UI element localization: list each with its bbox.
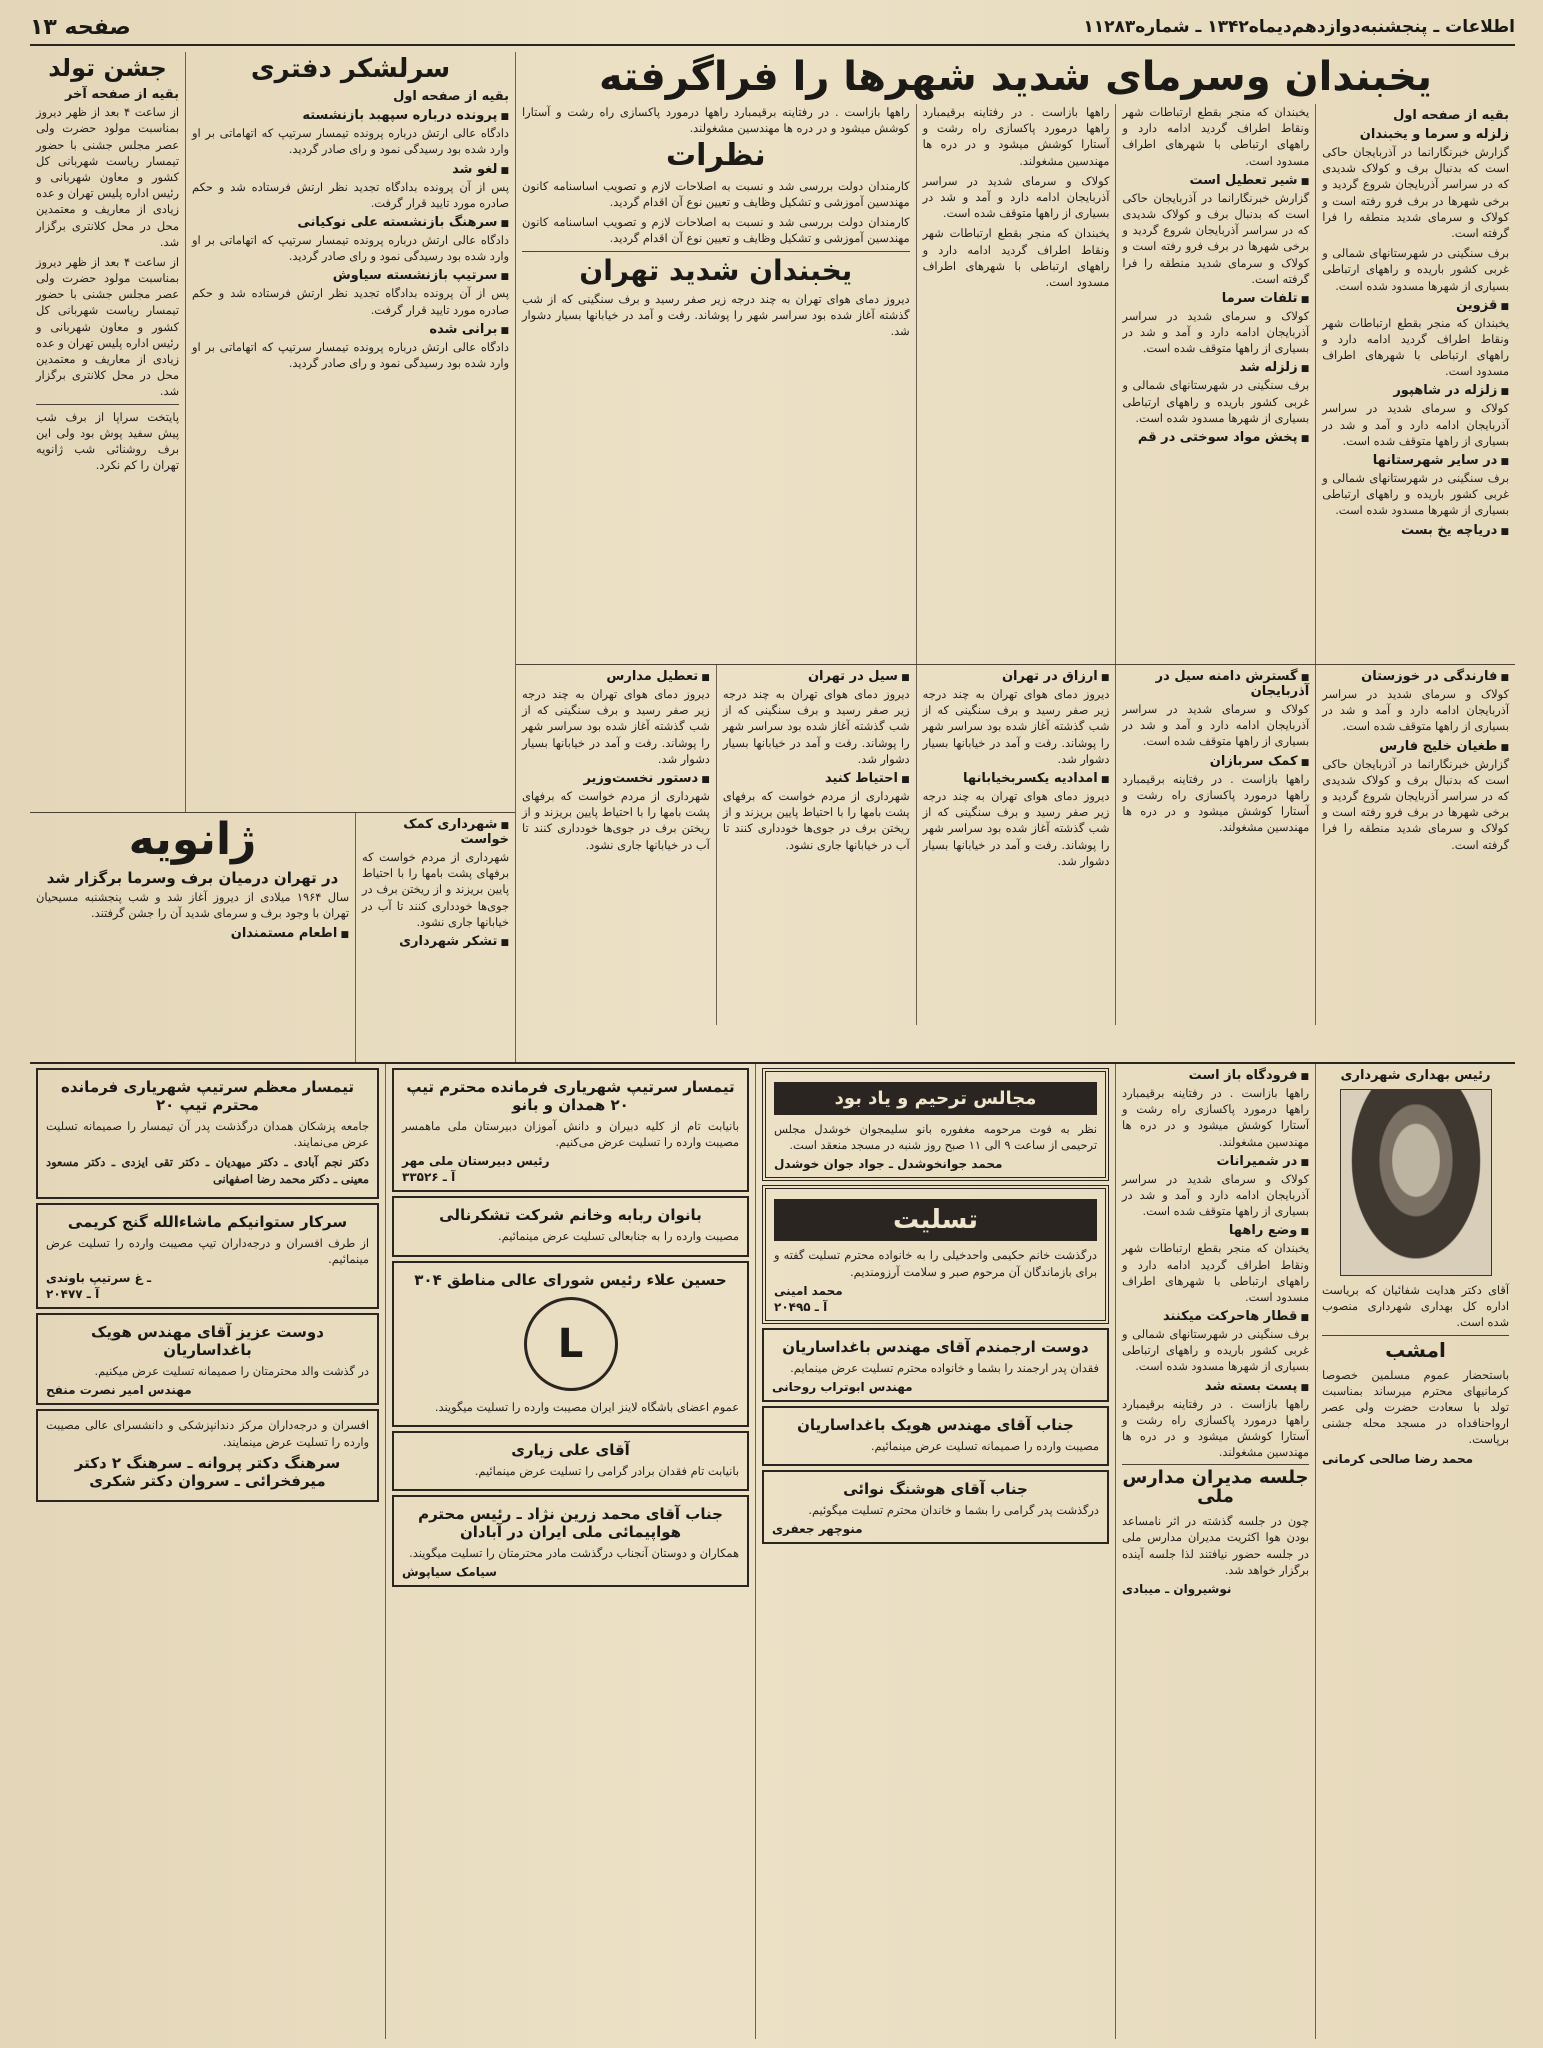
ad-1: [36, 1068, 379, 1199]
tehran-sub-6: ■ امدادیه ‌یکسربخیابانها: [923, 771, 1110, 786]
tehran-sub-1: ■ ارزاق در تهران: [923, 669, 1110, 684]
memorial-box: [762, 1068, 1109, 1181]
municipal-sub-1: ■ شهرداری کمک خواست: [362, 817, 509, 847]
tehran-text-a2: دیروز دمای هوای تهران به چند درجه زیر صفر رسید و برف سنگینی که از شب گذشته آغاز شده بود سراسر شهر را پوشاند. رفت و آمد در خیابانها بسیار دشوار شد.: [922, 788, 1110, 868]
tonight-title: امشب: [1385, 1337, 1446, 1362]
ad-9-text: همکاران و دوستان آنجناب درگذشت مادر محترمتان را تسلیت میگویند.: [409, 1545, 739, 1560]
lead-col-1-lower: [1315, 665, 1515, 1025]
lead-col3-sub-1: ■ کمک سربازان: [1122, 754, 1309, 769]
masthead: [30, 10, 1515, 46]
ad-9-title: جناب آقای محمد زرین نژاد ـ رئیس محترم هواپیمائی ملی ایران در آبادان: [418, 1504, 723, 1541]
tehran-sub-3: ■ احتیاط کنید: [723, 771, 910, 786]
lead-sub-7: ■ طغیان خلیج فارس: [1322, 739, 1509, 754]
memorial-banner: مجالس ترحیم و یاد بود: [774, 1082, 1097, 1115]
birthday-text-b: از ساعت ۴ بعد از ظهر دیروز بمناسبت مولود حضرت ولی عصر مجلس جشنی با حضور تیمسار ریاست شهربانی کل کشور و معاون شهربانی و رئیس اداره پلیس تهران و عده زیادی از معاریف و معتمدین محل در محل کلانتری برگزار شد.: [36, 254, 179, 399]
tehran-text-b: دیروز دمای هوای تهران به چند درجه زیر صفر رسید و برف سنگینی که از شب گذشته آغاز شده بود سراسر شهر را پوشاند. رفت و آمد در خیابانها بسیار دشوار شد.: [722, 687, 910, 766]
lead-sub-1: زلزله و سرما و یخبندان: [1359, 127, 1509, 142]
ad-7: [36, 1409, 379, 1501]
ad-8-title: آقای علی زیاری: [511, 1440, 630, 1459]
ad-2: [392, 1068, 749, 1192]
lead-col3-sub-3: ■ در شمیرانات: [1122, 1154, 1309, 1169]
ad-9: [392, 1495, 749, 1587]
phone-1: آ ـ ۳۳۵۲۶: [402, 1170, 456, 1185]
school-title: جلسه مدیران مدارس ملی: [1122, 1467, 1309, 1508]
tehran-title: یخبندان شدید تهران: [579, 253, 853, 287]
lead-col2-text: یخبندان که منجر بقطع ارتباطات شهر ونقاط اطراف گردید ادامه دارد و راههای ارتباطی با شهرهای اطراف مسدود است.: [1122, 105, 1310, 168]
ad-1-text: جامعه پزشکان همدان درگذشت پدر آن تیمسار را صمیمانه تسلیت عرض می‌نمایند.: [46, 1119, 369, 1150]
tehran-col-b: [716, 665, 916, 1025]
lions-emblem-icon: L: [524, 1297, 618, 1391]
ad-4: [392, 1261, 749, 1427]
lead-col-2: [1115, 104, 1315, 664]
lead-col2-lower-text-b: راهها بازاست . در رفتاینه برقیمبارد راهها درمورد پاکسازی راه رشت و آستارا کوشش میشود و در دره ها مهندسین مشغولند.: [1122, 771, 1310, 835]
military-sub-4: ■ سرتیپ بازنشسته سیاوش: [192, 268, 509, 283]
municipal-text-a: شهرداری از مردم خواست که برفهای پشت بامها را با احتیاط پایین بریزند و از ریختن برف در جوی‌ها خودداری کنند تا آب در خیابانها جاری نشود.: [362, 850, 509, 929]
birthday-title: جشن تولد: [48, 54, 167, 82]
ad-10-sign: مهندس ابوتراب روحانی: [772, 1379, 913, 1394]
lead-cont-text-a: راهها بازاست . در رفتاینه برقیمبارد راهها درمورد پاکسازی راه رشت و آستارا کوشش میشود و در دره ها مهندسین مشغولند.: [1122, 1086, 1309, 1149]
tehran-sub-2: ■ سیل در تهران: [723, 669, 910, 684]
birthday-note: پایتخت سراپا از برف شب پیش سفید پوش بود ولی این برف روشنائی شب ژانویه تهران را کم نکرد.: [36, 409, 179, 473]
top-section: [30, 52, 1515, 1062]
ad-1-names: دکتر نجم آبادی ـ دکتر میهدیان ـ دکتر تقی ایزدی ـ دکتر مسعود معینی ـ دکتر محمد رضا اصفهانی: [46, 1155, 369, 1186]
ad-11-text: مصیبت وارده را صمیمانه تسلیت عرض مینمائیم.: [870, 1438, 1099, 1453]
military-story: [185, 52, 515, 812]
nazarat-column: [516, 104, 916, 664]
ad-3: [392, 1196, 749, 1256]
nazarat-text-b: کارمندان دولت بررسی شد و نسبت به اصلاحات لازم و تصویب اساسنامه کانون مهندسین آموزشی و تشکیل وظایف و تعیین نوع آن اقدام گردید.: [522, 215, 910, 246]
military-title: سرلشکر دفتری: [250, 54, 451, 84]
military-continued: بقیه از صفحه اول: [393, 89, 509, 105]
lead-sub-5: ■ دریاچه یخ بست: [1322, 523, 1509, 538]
tehran-sub-4: ■ تعطیل مدارس: [522, 669, 710, 684]
lead-sub-2: ■ قزوین: [1322, 298, 1509, 313]
ad-12-title: جناب آقای هوشنگ نوائی: [843, 1480, 1028, 1499]
ad-2-text: بانیابت تام از کلیه دبیران و دانش آموزان دبیرستان ملی ماهمسر مصیبت وارده را تسلیت عرض می‌کنیم.: [402, 1119, 739, 1150]
tehran-col-a: [916, 665, 1116, 1025]
ad-11: [762, 1406, 1109, 1466]
condolence-text: درگذشت خانم حکیمی واحدخیلی را به خانواده محترم تسلیت گفته و برای بازماندگان آن مرحوم صبر و سلامت آرزومندیم.: [774, 1248, 1097, 1279]
birthday-text: از ساعت ۴ بعد از ظهر دیروز بمناسبت مولود حضرت ولی عصر مجلس جشنی با حضور تیمسار ریاست شهربانی کل کشور و معاون شهربانی و رئیس اداره پلیس تهران و عده زیادی از معاریف و معتمدین محل در محل کلانتری برگزار شد.: [36, 105, 179, 249]
lead-col2-sub-1: ■ شیر تعطیل است: [1122, 173, 1309, 188]
lead-cont-text-d: برف سنگینی در شهرستانهای شمالی و غربی کشور باریده و راههای ارتباطی بسیاری از شهرها مسدود شده است.: [1122, 1327, 1309, 1374]
january-subtitle: در تهران درمیان برف وسرما برگزار شد: [46, 869, 339, 888]
lead-sub-6: ■ فارندگی در خوزستان: [1322, 669, 1509, 684]
tehran-text-a: دیروز دمای هوای تهران به چند درجه زیر صفر رسید و برف سنگینی که از شب گذشته آغاز شده بود سراسر شهر را پوشاند. رفت و آمد در خیابانها بسیار دشوار شد.: [922, 687, 1110, 766]
lead-cont-text-c: یخبندان که منجر بقطع ارتباطات شهر ونقاط اطراف گردید ادامه دارد و راههای ارتباطی با شهرهای اطراف مسدود است.: [1122, 1241, 1309, 1304]
lead-col-1: [1315, 104, 1515, 664]
lead-area: [515, 52, 1515, 1062]
bottom-section: [30, 1062, 1515, 2039]
condolence-banner: تسلیت: [774, 1199, 1097, 1241]
tehran-col-c: [516, 665, 716, 1025]
ad-6: [36, 1313, 379, 1405]
tehran-text: دیروز دمای هوای تهران به چند درجه زیر صفر رسید و برف سنگینی که از شب گذشته آغاز شده بود سراسر شهر را پوشاند. رفت و آمد در خیابانها بسیار دشوار شد.: [522, 292, 910, 339]
ad-5-title: سرکار ستوانیکم ماشاءالله گنج کریمی: [67, 1212, 348, 1231]
ad-4-text: عموم اعضای باشگاه لاینز ایران مصیبت وارده را تسلیت میگویند.: [434, 1399, 739, 1414]
lead-col2-lower-text: کولاک و سرمای شدید در سراسر آذربایجان ادامه دارد و آمد و شد در بسیاری از راهها متوقف شده است.: [1122, 702, 1310, 749]
ad-11-title: جناب آقای مهندس هویک باغداساریان: [797, 1415, 1074, 1434]
ad-12-sign: منوچهر جعفری: [772, 1522, 863, 1537]
lead-col3-text-b: کولاک و سرمای شدید در سراسر آذربایجان ادامه دارد و آمد و شد در بسیاری از راهها متوقف شده است.: [922, 173, 1110, 221]
january-text: سال ۱۹۶۴ میلادی از دیروز آغاز شد و شب پنجشنبه مسیحیان تهران با وجود برف و سرمای شدید آن را جشن گرفتند.: [36, 890, 349, 921]
municipal-sub-2: ■ تشکر شهرداری: [362, 934, 509, 949]
nazarat-text: کارمندان دولت بررسی شد و نسبت به اصلاحات لازم و تصویب اساسنامه کانون مهندسین آموزشی و تشکیل وظایف و تعیین نوع آن اقدام گردید.: [522, 178, 910, 210]
ad-8-text: بانیابت تام فقدان برادر گرامی را تسلیت عرض مینمائیم.: [474, 1463, 739, 1478]
lead-continuation-column: [1115, 1064, 1315, 2039]
municipal-col-a: [355, 813, 515, 1062]
tehran-text-c2: شهرداری از مردم خواست که برفهای پشت بامها را با احتیاط پایین بریزند و از ریختن برف در جوی‌ها خودداری کنند تا آب در خیابانها جاری نشود.: [522, 788, 710, 852]
ad-6-sign: مهندس امیر نصرت منفح: [46, 1383, 192, 1398]
lead-text-3: کولاک و سرمای شدید در سراسر آذربایجان ادامه دارد و آمد و شد در بسیاری از راهها متوقف شده است.: [1322, 401, 1509, 448]
ad-2-sign: رئیس دبیرستان ملی مهر: [402, 1154, 550, 1169]
lead-col2-sub-2: ■ تلفات سرما: [1122, 291, 1309, 306]
lead-col3-text: راهها بازاست . در رفتاینه برقیمبارد راهها درمورد پاکسازی راه رشت و آستارا کوشش میشود و در دره ها مهندسین مشغولند.: [922, 105, 1110, 168]
ad-10: [762, 1328, 1109, 1402]
ad-12: [762, 1470, 1109, 1544]
military-text-5: دادگاه عالی ارتش درباره پرونده تیمسار سرتیپ که اتهاماتی بر او وارد شده بود رسیدگی نمود و رای صادر گردید.: [192, 339, 509, 370]
military-sub-2: ■ لغو شد: [192, 162, 509, 177]
nazarat-title: نظرات: [666, 138, 766, 174]
ads-column-2: [385, 1064, 755, 2039]
lead-text-2: یخبندان که منجر بقطع ارتباطات شهر ونقاط اطراف گردید ادامه دارد و راههای ارتباطی با شهرهای اطراف مسدود است.: [1322, 315, 1509, 379]
tonight-text: باستحضار عموم مسلمین خصوصا کرمانیهای محترم میرساند بمناسبت تولد با سعادت حضرت ولی عصر ارواحنافداه در مسجد محله جشنی برپاست.: [1322, 1367, 1509, 1447]
military-text-2: پس از آن پرونده بدادگاه تجدید نظر ارتش فرستاده شد و حکم صادره مورد تایید قرار گرفت.: [192, 179, 509, 210]
ad-3-text: مصیبت وارده را به جنابعالی تسلیت عرض مینمائیم.: [498, 1229, 739, 1244]
school-sign: نوشیروان ـ میبادی: [1122, 1581, 1232, 1596]
school-text: چون در جلسه گذشته در اثر نامساعد بودن هوا اکثریت مدیران مدارس ملی در جلسه حضور نیافتند لذا جلسه آینده برگزار خواهد شد.: [1122, 1514, 1309, 1577]
ad-5-sign: ـ غ سرتیپ باوندی: [46, 1271, 152, 1286]
issue-info: اطلاعات ـ پنجشنبه‌دوازدهم‌دیماه۱۳۴۲ ـ شماره۱۱۲۸۳: [1083, 17, 1515, 37]
military-text-3: دادگاه عالی ارتش درباره پرونده تیمسار سرتیپ که اتهاماتی بر او وارد شده بود رسیدگی نمود و رای صادر گردید.: [192, 233, 509, 264]
ad-2-title: تیمسار سرتیپ شهریاری فرمانده محترم تیپ ۲۰ همدان و بانو: [406, 1078, 735, 1114]
lead-col3-sub-2: ■ فرودگاه باز است: [1122, 1068, 1309, 1083]
lead-col2-text-b: گزارش خبرنگارانما در آذربایجان حاکی است که بدنبال برف و کولاک شدیدی که در سراسر آذربایجان شروع گردید و برخی شهرها در برف فرو رفته است و کولاک و سرمای شدید منطقه را فرا گرفته است.: [1122, 190, 1310, 286]
ad-4-title: حسین علاء رئیس شورای عالی مناطق ۳۰۴: [414, 1270, 727, 1289]
lead-text-4: برف سنگینی در شهرستانهای شمالی و غربی کشور باریده و راههای ارتباطی بسیاری از شهرها مسدود شده است.: [1322, 471, 1509, 518]
ad-8: [392, 1431, 749, 1491]
ad-9-sign: سیامک سیاپوش: [402, 1565, 497, 1580]
condolence-box: [762, 1185, 1109, 1323]
photo-caption: آقای دکتر هدایت شفائیان که بریاست اداره کل بهداری شهرداری منصوب شده است.: [1322, 1283, 1509, 1330]
ad-10-title: دوست ارجمندم آقای مهندس باغداساریان: [782, 1337, 1089, 1356]
lead-col-2-lower: [1115, 665, 1315, 1025]
lead-col2-text-d: برف سنگینی در شهرستانهای شمالی و غربی کشور باریده و راههای ارتباطی بسیاری از شهرها مسدود شده است.: [1122, 378, 1310, 425]
birthday-continued: بقیه از صفحه آخر: [64, 87, 179, 103]
ad-5-text: از طرف افسران و درجه‌داران تیپ مصیبت وارده را تسلیت عرض مینمائیم.: [46, 1235, 369, 1266]
memorial-text: نظر به فوت مرحومه مغفوره بانو سلیمجوان خوشدل مجلس ترحیمی از ساعت ۹ الی ۱۱ صبح روز شنبه در مسجد منعقد است.: [774, 1122, 1097, 1153]
lead-text-6: کولاک و سرمای شدید در سراسر آذربایجان ادامه دارد و آمد و شد در بسیاری از راهها متوقف شده است.: [1322, 687, 1509, 734]
january-title: ژانویه: [128, 814, 257, 865]
photo-column: [1315, 1064, 1515, 2039]
military-sub-3: ■ سرهنگ بازنشسته علی نوکیانی: [192, 215, 509, 230]
lead-cont-text-e: راهها بازاست . در رفتاینه برقیمبارد راهها درمورد پاکسازی راه رشت و آستارا کوشش میشود و در دره ها مهندسین مشغولند.: [1122, 1396, 1309, 1460]
ad-3-title: بانوان ربابه وخانم‌ شرکت تشکرنالی: [439, 1206, 702, 1225]
lead-continued: بقیه از صفحه اول: [1393, 108, 1509, 123]
ad-6-text: در گذشت والد محترمتان را صمیمانه تسلیت عرض میکنیم.: [94, 1364, 369, 1379]
lead-col3-sub-5: ■ قطار هاحرکت میکنند: [1122, 1309, 1309, 1324]
portrait-photo: [1340, 1089, 1492, 1276]
ad-7-title: سرهنگ دکتر پروانه ـ سرهنگ ۲ دکتر میرفخرائی ـ سروان دکتر شکری: [74, 1453, 341, 1490]
lead-text-1b: برف سنگینی در شهرستانهای شمالی و غربی کشور باریده و راههای ارتباطی بسیاری از شهرها مسدود شده است.: [1322, 246, 1509, 293]
lead-col2-sub-4: ■ پخش مواد سوختی در قم: [1122, 430, 1309, 445]
birthday-story: [30, 52, 185, 812]
lead-text-7: گزارش خبرنگارانما در آذربایجان حاکی است که بدنبال برف و کولاک شدیدی که در سراسر آذربایجان شروع گردید و برخی شهرها در برف فرو رفته است و کولاک و سرمای شدید منطقه را فرا گرفته است.: [1322, 756, 1509, 852]
tehran-sub-5: ■ دستور نخست‌وزیر: [522, 771, 710, 786]
ad-7-text: افسران و درجه‌داران مرکز دندانپزشکی و دانشسرای عالی مصیبت وارده را تسلیت عرض مینمایند.: [46, 1418, 369, 1449]
lead-col2-sub-3: ■ زلزله شد: [1122, 360, 1309, 375]
ad-12-text: درگذشت پدر گرامی را بشما و خاندان محترم تسلیت میگوئیم.: [808, 1503, 1099, 1518]
lead-cont-text-b: کولاک و سرمای شدید در سراسر آذربایجان ادامه دارد و آمد و شد در بسیاری از راهها متوقف شده است.: [1122, 1171, 1309, 1219]
lead-col4-text: راهها بازاست . در رفتاینه برقیمبارد راهها درمورد پاکسازی راه رشت و آستارا کوشش میشود و در دره ها مهندسین مشغولند.: [522, 105, 910, 136]
photo-title: رئیس بهداری شهرداری: [1340, 1068, 1491, 1083]
january-story: [30, 813, 355, 1062]
ads-column-1: [755, 1064, 1115, 2039]
lead-sub-3: ■ زلزله در شاهپور: [1322, 383, 1509, 398]
tehran-text-b2: شهرداری از مردم خواست که برفهای پشت بامها را با احتیاط پایین بریزند و از ریختن برف در جوی‌ها خودداری کنند تا آب در خیابانها جاری نشود.: [722, 788, 910, 852]
page-number: صفحه ۱۳: [30, 14, 131, 40]
ad-5: [36, 1203, 379, 1309]
phone-2: آ ـ ۲۰۴۹۵: [774, 1299, 828, 1314]
phone-3: آ ـ ۲۰۴۷۷: [46, 1287, 100, 1302]
lead-col2-sub-5: ■ گسترش دامنه سیل در آذربایجان: [1122, 669, 1309, 699]
ad-1-title: تیمسار معظم سرتیپ شهریاری فرمانده محترم تیپ ۲۰: [61, 1078, 354, 1114]
lead-col3-text-c: یخبندان که منجر بقطع ارتباطات شهر ونقاط اطراف گردید ادامه دارد و راههای ارتباطی با شهرهای اطراف مسدود است.: [922, 226, 1110, 289]
military-sub-1: ■ پرونده درباره سپهبد بازنشسته: [192, 108, 509, 123]
military-sub-5: ■ برانی شده: [192, 322, 509, 337]
tonight-sign: محمد رضا صالحی کرمانی: [1322, 1451, 1474, 1466]
lead-headline: یخبندان وسرمای شدید شهرها را فراگرفته: [598, 54, 1432, 100]
ad-6-title: دوست عزیز آقای مهندس هویک باغداساریان: [91, 1323, 324, 1360]
lead-text-1: گزارش خبرنگارانما در آذربایجان حاکی است که بدنبال برف و کولاک شدیدی که در سراسر آذربایجان شروع گردید و برخی شهرها در برف فرو رفته است و کولاک و سرمای شدید منطقه را فرا گرفته است.: [1322, 145, 1509, 240]
left-top-area: [30, 52, 515, 1062]
tehran-text-c: دیروز دمای هوای تهران به چند درجه زیر صفر رسید و برف سنگینی که از شب گذشته آغاز شده بود سراسر شهر را پوشاند. رفت و آمد در خیابانها بسیار دشوار شد.: [522, 687, 710, 766]
ads-column-3: [30, 1064, 385, 2039]
ad-10-text: فقدان پدر ارجمند را بشما و خانواده محترم تسلیت عرض مینمایم.: [790, 1360, 1099, 1375]
lead-col2-text-c: کولاک و سرمای شدید در سراسر آذربایجان ادامه دارد و آمد و شد در بسیاری از راهها متوقف شده است.: [1122, 308, 1310, 356]
lead-col3-sub-4: ■ وضع راهها: [1122, 1223, 1309, 1238]
military-text-1: دادگاه عالی ارتش درباره پرونده تیمسار سرتیپ که اتهاماتی بر او وارد شده بود رسیدگی نمود و رای صادر گردید.: [192, 126, 509, 157]
lead-col3-sub-6: ■ پست بسته‌ شد: [1122, 1379, 1309, 1394]
condolence-sign: محمد امینی: [774, 1283, 843, 1298]
memorial-sign: محمد جوانخوشدل ـ جواد جوان خوشدل: [774, 1157, 1003, 1172]
lead-sub-4: ■ در سایر شهرستانها: [1322, 453, 1509, 468]
lead-col-3: [916, 104, 1116, 664]
military-text-4: پس از آن پرونده بدادگاه تجدید نظر ارتش فرستاده شد و حکم صادره مورد تایید قرار گرفت.: [192, 286, 509, 317]
municipal-sub-7: ■ اطعام مستمندان: [36, 926, 349, 941]
